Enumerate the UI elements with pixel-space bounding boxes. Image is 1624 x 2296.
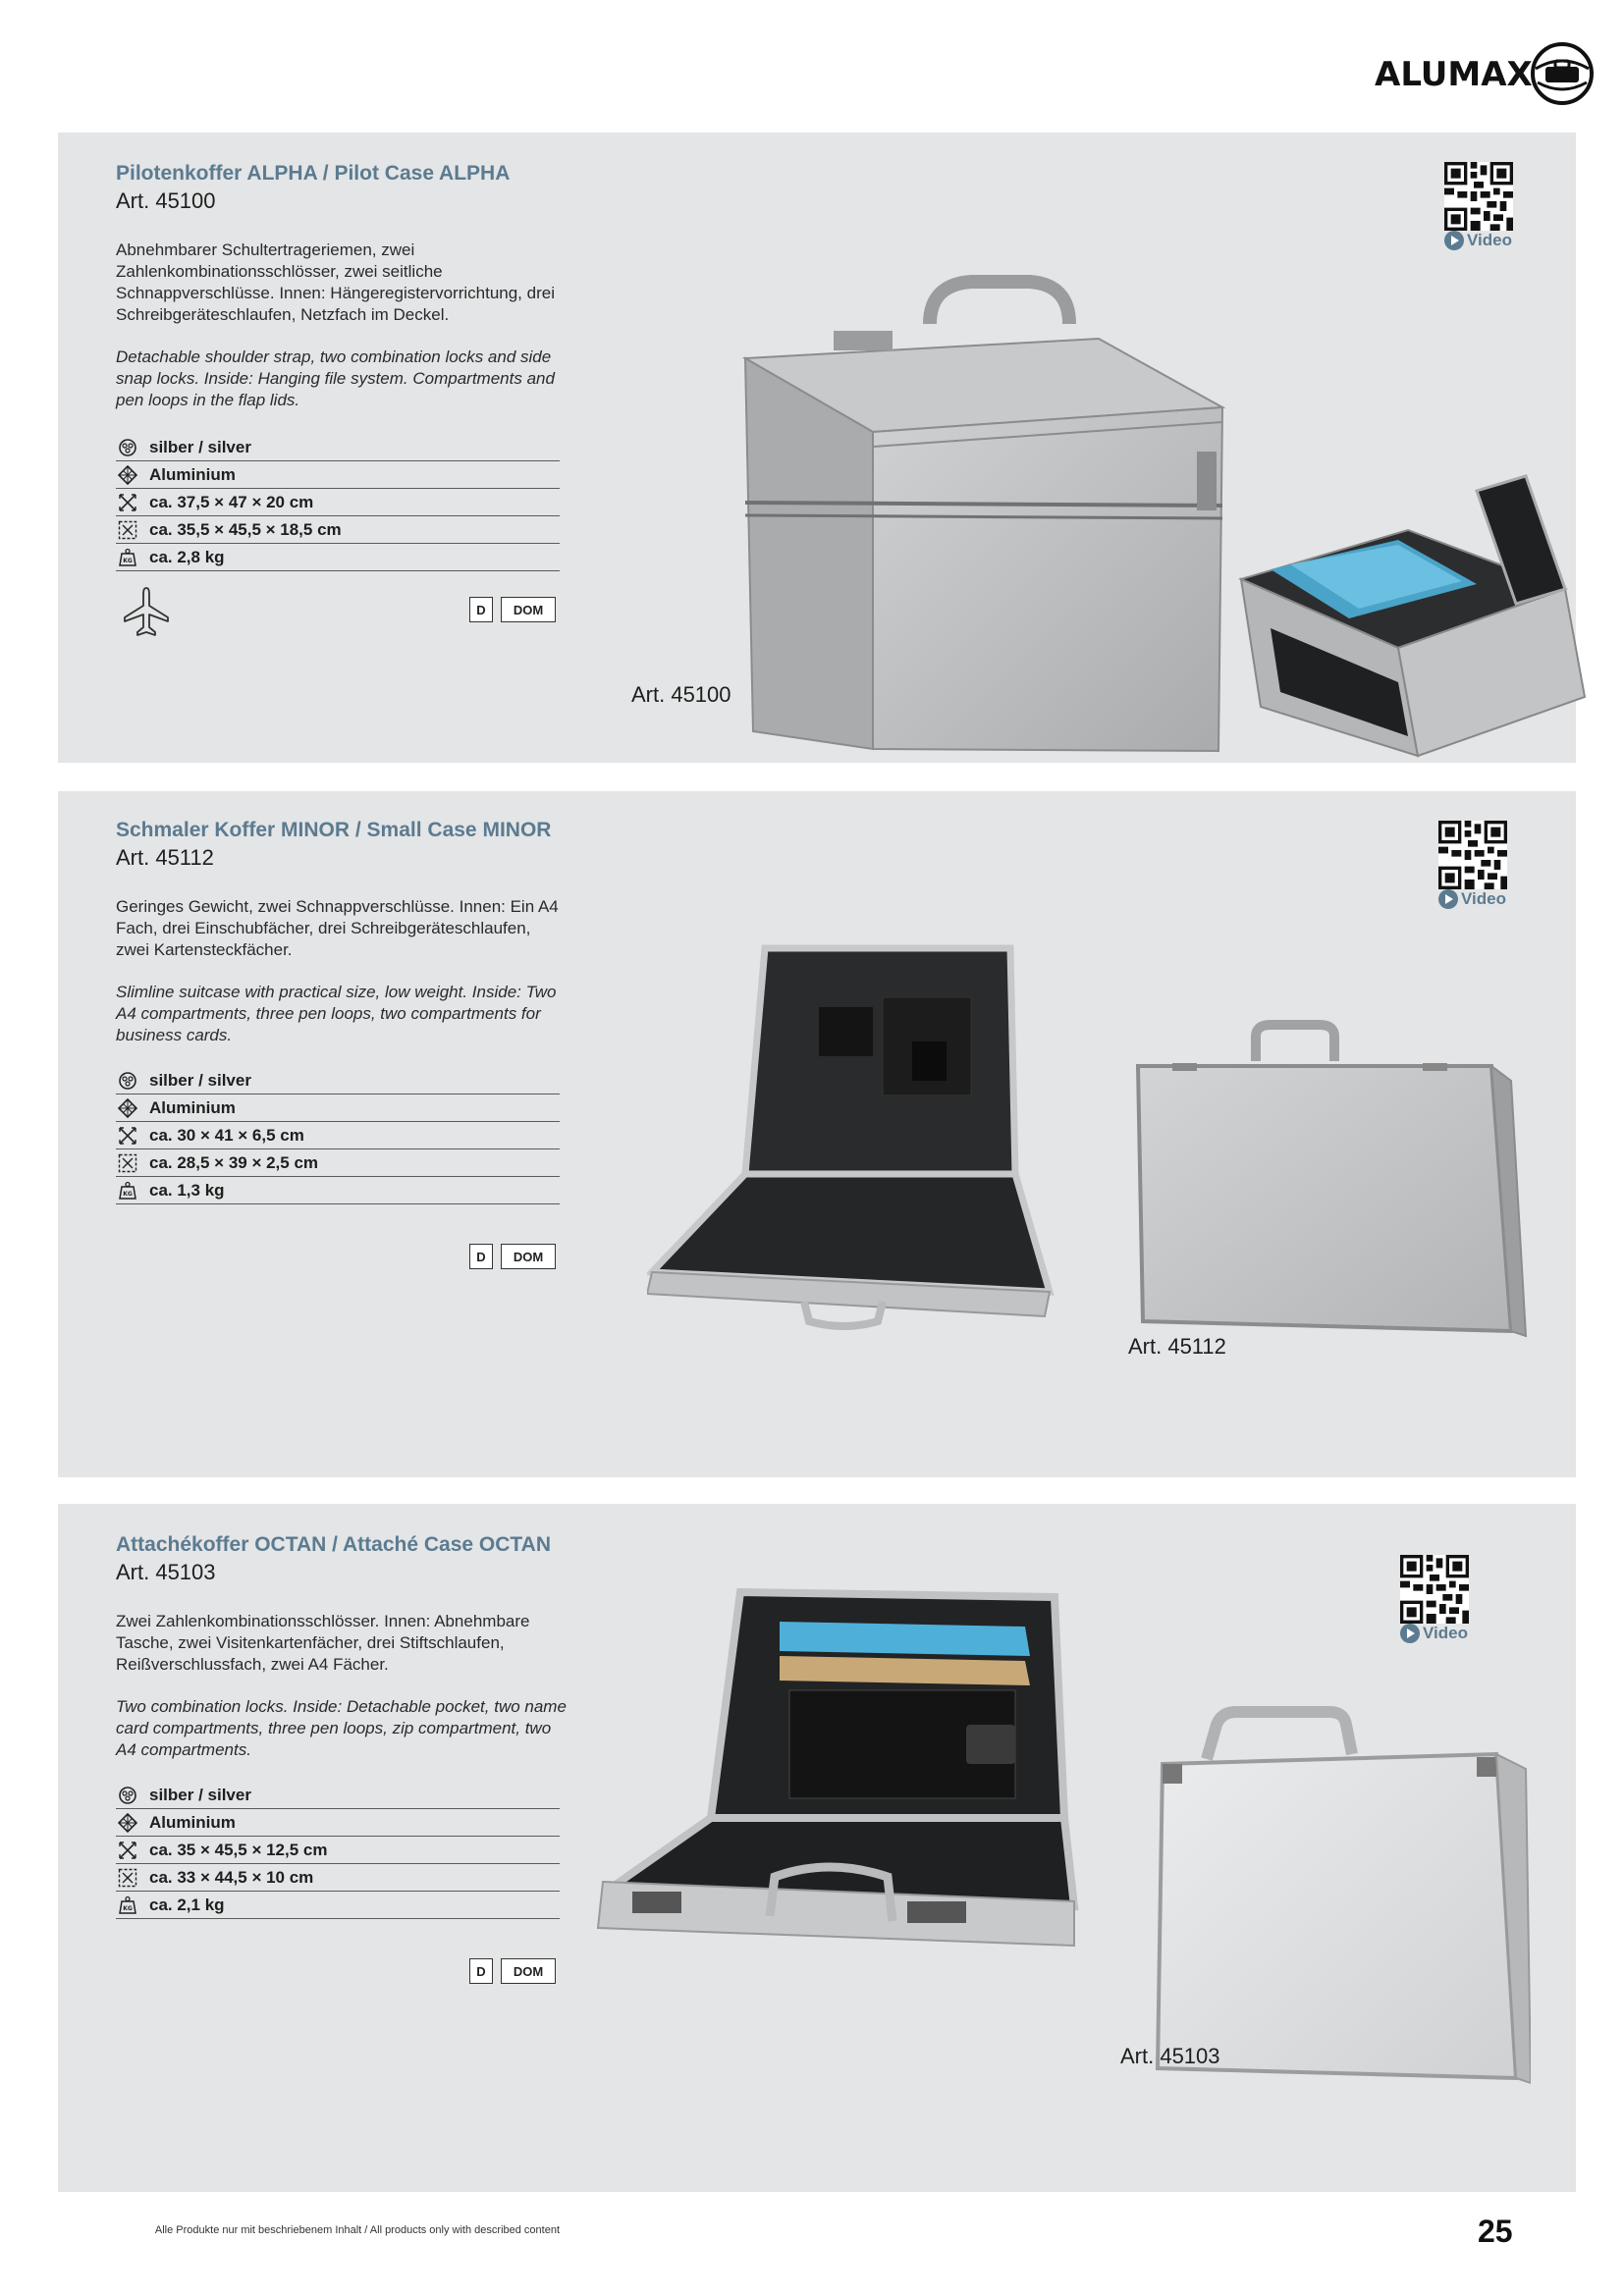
- outer-dimensions-icon: [116, 492, 149, 513]
- inner-dimensions-icon: [116, 1152, 149, 1174]
- inner-dimensions-icon: [116, 1867, 149, 1889]
- footer-note: Alle Produkte nur mit beschriebenem Inhalt / All products only with described content: [154, 2224, 560, 2236]
- product-title: Schmaler Koffer MINOR / Small Case MINOR: [116, 819, 552, 841]
- spec-value: ca. 2,8 kg: [149, 547, 225, 566]
- spec-material: [116, 461, 560, 489]
- video-link[interactable]: [1400, 1624, 1468, 1643]
- svg-text:KG: KG: [123, 557, 133, 564]
- spec-table: [116, 1067, 560, 1204]
- logo-wordmark: ALUMAX: [1375, 55, 1533, 94]
- spec-value: ca. 28,5 × 39 × 2,5 cm: [149, 1152, 319, 1172]
- qr-code-icon[interactable]: [1400, 1555, 1469, 1624]
- spec-inner-size: [116, 1149, 560, 1177]
- spec-value: ca. 30 × 41 × 6,5 cm: [149, 1125, 304, 1145]
- pilot-case-closed-image: [677, 211, 1226, 800]
- spec-outer-size: [116, 1122, 560, 1149]
- attache-case-closed-image: [1099, 1700, 1531, 2093]
- weight-icon: [116, 1895, 149, 1916]
- material-icon: [116, 1812, 149, 1834]
- spec-value: silber / silver: [149, 437, 251, 456]
- spec-color: [116, 1067, 560, 1095]
- badge-d: D: [469, 1244, 493, 1269]
- logo-globe-icon: [1530, 39, 1595, 108]
- spec-value: Aluminium: [149, 1097, 236, 1117]
- spec-table: [116, 1782, 560, 1919]
- spec-outer-size: [116, 1837, 560, 1864]
- product-article-number: Art. 45103: [116, 1560, 216, 1584]
- play-icon: [1444, 231, 1464, 250]
- outer-dimensions-icon: [116, 1840, 149, 1861]
- small-case-open-image: [647, 929, 1099, 1341]
- color-icon: [116, 1070, 149, 1092]
- small-case-closed-image: [1128, 1007, 1531, 1341]
- spec-value: Aluminium: [149, 1812, 236, 1832]
- spec-outer-size: [116, 489, 560, 516]
- video-link[interactable]: [1444, 231, 1512, 250]
- spec-color: [116, 434, 560, 461]
- badge-d: D: [469, 1958, 493, 1984]
- product-title: Attachékoffer OCTAN / Attaché Case OCTAN: [116, 1533, 552, 1556]
- video-label: Video: [1423, 1624, 1468, 1642]
- qr-code-icon[interactable]: [1438, 821, 1507, 889]
- play-icon: [1438, 889, 1458, 909]
- description-english: Two combination locks. Inside: Detachable pocket, two name card compartments, three pen loops, zip compartment, two A4 compartments.: [116, 1697, 567, 1759]
- spec-material: [116, 1809, 560, 1837]
- description-german: Geringes Gewicht, zwei Schnappverschlüsse. Innen: Ein A4 Fach, drei Einschubfächer, drei Schreibgeräteschlaufen, zwei Kartensteckfächer.: [116, 897, 559, 959]
- spec-value: silber / silver: [149, 1070, 251, 1090]
- spec-material: [116, 1095, 560, 1122]
- page-number: 25: [1478, 2214, 1513, 2249]
- spec-weight: [116, 1892, 560, 1919]
- image-caption: Art. 45103: [1120, 2044, 1220, 2068]
- spec-value: ca. 35,5 × 45,5 × 18,5 cm: [149, 519, 342, 539]
- svg-text:KG: KG: [123, 1904, 133, 1912]
- color-icon: [116, 437, 149, 458]
- material-icon: [116, 1097, 149, 1119]
- product-title: Pilotenkoffer ALPHA / Pilot Case ALPHA: [116, 162, 511, 185]
- outer-dimensions-icon: [116, 1125, 149, 1147]
- description-english: Detachable shoulder strap, two combination locks and side snap locks. Inside: Hanging file system. Compartments and pen loops in the flap lids.: [116, 347, 555, 409]
- product-panel-alpha: [58, 133, 1576, 763]
- play-icon: [1400, 1624, 1420, 1643]
- svg-text:KG: KG: [123, 1190, 133, 1198]
- product-panel-octan: [58, 1504, 1576, 2192]
- spec-weight: [116, 1177, 560, 1204]
- pilot-case-open-image: [1231, 471, 1595, 766]
- badge-d: D: [469, 597, 493, 622]
- alumax-logo: [1375, 39, 1596, 108]
- video-label: Video: [1461, 889, 1506, 908]
- image-caption: Art. 45112: [1128, 1334, 1226, 1359]
- product-panel-minor: [58, 791, 1576, 1477]
- description-german: Zwei Zahlenkombinationsschlösser. Innen: Abnehmbare Tasche, zwei Visitenkartenfächer, drei Stiftschlaufen, Reißverschlussfach, zwei A4 Fächer.: [116, 1612, 530, 1674]
- video-link[interactable]: [1438, 889, 1506, 909]
- material-icon: [116, 464, 149, 486]
- weight-icon: [116, 547, 149, 568]
- product-article-number: Art. 45112: [116, 845, 214, 870]
- spec-value: ca. 33 × 44,5 × 10 cm: [149, 1867, 314, 1887]
- badge-dom: DOM: [501, 1958, 556, 1984]
- spec-value: ca. 37,5 × 47 × 20 cm: [149, 492, 314, 511]
- spec-table: [116, 434, 560, 571]
- spec-inner-size: [116, 516, 560, 544]
- attache-case-open-image: [593, 1582, 1084, 1955]
- spec-inner-size: [116, 1864, 560, 1892]
- inner-dimensions-icon: [116, 519, 149, 541]
- spec-value: ca. 1,3 kg: [149, 1180, 225, 1200]
- airplane-icon: [119, 584, 174, 639]
- description-german: Abnehmbarer Schultertrageriemen, zwei Zahlenkombinationsschlösser, zwei seitliche Schnappverschlüsse. Innen: Hängeregistervorrichtung, drei Schreibgeräteschlaufen, Netzfach im Deckel.: [116, 240, 555, 324]
- spec-color: [116, 1782, 560, 1809]
- weight-icon: [116, 1180, 149, 1201]
- badge-dom: DOM: [501, 1244, 556, 1269]
- spec-value: silber / silver: [149, 1785, 251, 1804]
- spec-value: ca. 35 × 45,5 × 12,5 cm: [149, 1840, 328, 1859]
- spec-value: ca. 2,1 kg: [149, 1895, 225, 1914]
- spec-weight: [116, 544, 560, 571]
- image-caption: Art. 45100: [631, 682, 731, 707]
- qr-code-icon[interactable]: [1444, 162, 1513, 231]
- country-badges: [469, 1244, 556, 1269]
- badge-dom: DOM: [501, 597, 556, 622]
- video-label: Video: [1467, 231, 1512, 249]
- color-icon: [116, 1785, 149, 1806]
- spec-value: Aluminium: [149, 464, 236, 484]
- description-english: Slimline suitcase with practical size, low weight. Inside: Two A4 compartments, three pen loops, two compartments for business cards.: [116, 983, 557, 1044]
- country-badges: [469, 1958, 556, 1984]
- country-badges: [469, 597, 556, 622]
- product-article-number: Art. 45100: [116, 188, 216, 213]
